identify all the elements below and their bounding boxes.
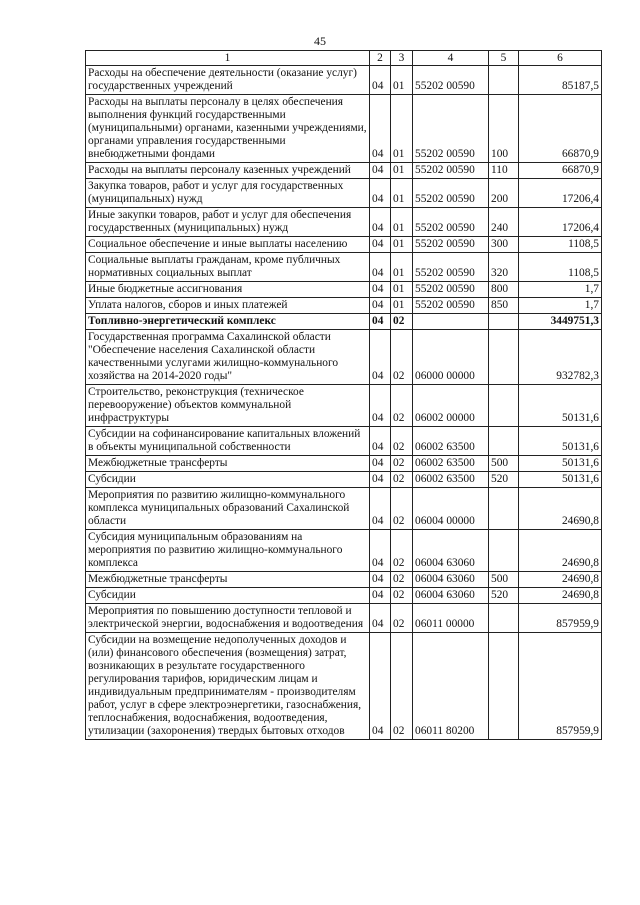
row-amount: 1,7 [519, 282, 602, 298]
row-subsection: 02 [391, 385, 413, 427]
row-expense-type: 500 [489, 572, 519, 588]
table-row [86, 472, 602, 488]
table-header [86, 51, 602, 66]
header-col-5: 5 [489, 51, 519, 66]
row-amount: 24690,8 [519, 488, 602, 530]
row-subsection: 01 [391, 208, 413, 237]
row-section: 04 [370, 298, 391, 314]
row-amount: 1108,5 [519, 237, 602, 253]
row-expense-type [489, 330, 519, 385]
row-amount: 24690,8 [519, 572, 602, 588]
row-target-article: 06002 63500 [413, 472, 489, 488]
row-target-article: 55202 00590 [413, 95, 489, 163]
row-name: Субсидии на возмещение недополученных доходов и (или) финансового обеспечения (возмещения) затрат, возникающих в результате государственного регулирования тарифов, юридическим лицам и индивидуальным предпринимателям - производителям работ, услуг в сфере электроэнергетики, газоснабжения, теплоснабжения, водоснабжения, водоотведения, утилизации (захоронения) твердых бытовых отходов [86, 633, 370, 740]
row-name: Иные закупки товаров, работ и услуг для обеспечения государственных (муниципальных) нужд [86, 208, 370, 237]
row-section: 04 [370, 95, 391, 163]
row-target-article: 55202 00590 [413, 163, 489, 179]
row-subsection: 02 [391, 530, 413, 572]
row-subsection: 02 [391, 588, 413, 604]
table-body [86, 66, 602, 740]
row-section: 04 [370, 633, 391, 740]
row-name: Субсидии [86, 472, 370, 488]
row-name: Межбюджетные трансферты [86, 456, 370, 472]
row-subsection: 01 [391, 163, 413, 179]
row-name: Закупка товаров, работ и услуг для государственных (муниципальных) нужд [86, 179, 370, 208]
row-expense-type [489, 633, 519, 740]
row-section: 04 [370, 427, 391, 456]
row-amount: 17206,4 [519, 179, 602, 208]
row-amount: 66870,9 [519, 163, 602, 179]
row-section: 04 [370, 385, 391, 427]
row-section: 04 [370, 179, 391, 208]
row-amount: 17206,4 [519, 208, 602, 237]
row-name: Расходы на выплаты персоналу казенных учреждений [86, 163, 370, 179]
row-subsection: 01 [391, 66, 413, 95]
row-name: Иные бюджетные ассигнования [86, 282, 370, 298]
row-expense-type: 520 [489, 588, 519, 604]
table-row [86, 530, 602, 572]
row-amount: 50131,6 [519, 456, 602, 472]
row-section: 04 [370, 282, 391, 298]
row-amount: 1,7 [519, 298, 602, 314]
row-name: Субсидии [86, 588, 370, 604]
header-col-6: 6 [519, 51, 602, 66]
header-col-3: 3 [391, 51, 413, 66]
row-target-article: 55202 00590 [413, 282, 489, 298]
row-target-article: 06004 63060 [413, 588, 489, 604]
table-row [86, 253, 602, 282]
table-row [86, 298, 602, 314]
row-amount: 1108,5 [519, 253, 602, 282]
row-subsection: 02 [391, 472, 413, 488]
row-name: Субсидия муниципальным образованиям на мероприятия по развитию жилищно-коммунального комплекса [86, 530, 370, 572]
header-col-4: 4 [413, 51, 489, 66]
row-name: Расходы на обеспечение деятельности (оказание услуг) государственных учреждений [86, 66, 370, 95]
row-name: Мероприятия по повышению доступности тепловой и электрической энергии, водоснабжения и водоотведения [86, 604, 370, 633]
row-target-article: 06002 00000 [413, 385, 489, 427]
table-row [86, 330, 602, 385]
row-amount: 24690,8 [519, 588, 602, 604]
table-row [86, 66, 602, 95]
row-subsection: 01 [391, 237, 413, 253]
row-expense-type: 300 [489, 237, 519, 253]
row-target-article: 55202 00590 [413, 237, 489, 253]
row-expense-type: 500 [489, 456, 519, 472]
row-section: 04 [370, 314, 391, 330]
table-row [86, 427, 602, 456]
row-target-article: 55202 00590 [413, 179, 489, 208]
row-target-article: 06011 00000 [413, 604, 489, 633]
row-section: 04 [370, 604, 391, 633]
row-expense-type: 850 [489, 298, 519, 314]
table-row [86, 282, 602, 298]
row-expense-type [489, 530, 519, 572]
row-subsection: 01 [391, 95, 413, 163]
table-row [86, 604, 602, 633]
row-section: 04 [370, 488, 391, 530]
row-name: Уплата налогов, сборов и иных платежей [86, 298, 370, 314]
row-section: 04 [370, 237, 391, 253]
row-section: 04 [370, 530, 391, 572]
row-subsection: 02 [391, 330, 413, 385]
row-section: 04 [370, 572, 391, 588]
row-subsection: 02 [391, 314, 413, 330]
row-subsection: 02 [391, 633, 413, 740]
table-row [86, 588, 602, 604]
row-amount: 50131,6 [519, 472, 602, 488]
row-expense-type [489, 314, 519, 330]
row-subsection: 02 [391, 488, 413, 530]
row-section: 04 [370, 456, 391, 472]
row-section: 04 [370, 208, 391, 237]
row-subsection: 02 [391, 572, 413, 588]
row-subsection: 01 [391, 253, 413, 282]
header-row [86, 51, 602, 66]
row-name: Мероприятия по развитию жилищно-коммунального комплекса муниципальных образований Сахалинской области [86, 488, 370, 530]
row-target-article: 55202 00590 [413, 253, 489, 282]
row-target-article: 06004 00000 [413, 488, 489, 530]
row-target-article: 55202 00590 [413, 298, 489, 314]
row-amount: 857959,9 [519, 604, 602, 633]
row-name: Расходы на выплаты персоналу в целях обеспечения выполнения функций государственными (муниципальными) органами, казенными учреждениями, органами управления государственными внебюджетными фондами [86, 95, 370, 163]
table-row [86, 163, 602, 179]
row-expense-type [489, 488, 519, 530]
row-subsection: 02 [391, 604, 413, 633]
row-target-article: 06011 80200 [413, 633, 489, 740]
row-section: 04 [370, 472, 391, 488]
row-name: Строительство, реконструкция (техническое перевооружение) объектов коммунальной инфраструктуры [86, 385, 370, 427]
header-col-2: 2 [370, 51, 391, 66]
row-expense-type [489, 427, 519, 456]
row-amount: 50131,6 [519, 385, 602, 427]
row-section: 04 [370, 588, 391, 604]
row-target-article: 06000 00000 [413, 330, 489, 385]
table-row [86, 633, 602, 740]
row-expense-type: 240 [489, 208, 519, 237]
row-name: Топливно-энергетический комплекс [86, 314, 370, 330]
row-target-article: 06004 63060 [413, 572, 489, 588]
row-section: 04 [370, 330, 391, 385]
row-expense-type [489, 66, 519, 95]
row-subsection: 02 [391, 456, 413, 472]
row-expense-type: 200 [489, 179, 519, 208]
row-expense-type [489, 604, 519, 633]
table-row [86, 95, 602, 163]
table-row [86, 314, 602, 330]
table-row [86, 572, 602, 588]
row-name: Социальное обеспечение и иные выплаты населению [86, 237, 370, 253]
row-expense-type: 110 [489, 163, 519, 179]
row-amount: 66870,9 [519, 95, 602, 163]
row-section: 04 [370, 163, 391, 179]
row-target-article: 06004 63060 [413, 530, 489, 572]
row-target-article: 55202 00590 [413, 208, 489, 237]
row-section: 04 [370, 253, 391, 282]
header-col-1: 1 [86, 51, 370, 66]
row-expense-type: 100 [489, 95, 519, 163]
row-section: 04 [370, 66, 391, 95]
row-amount: 50131,6 [519, 427, 602, 456]
row-expense-type: 320 [489, 253, 519, 282]
table-row [86, 456, 602, 472]
row-target-article: 06002 63500 [413, 456, 489, 472]
table-row [86, 385, 602, 427]
table-row [86, 488, 602, 530]
row-amount: 932782,3 [519, 330, 602, 385]
row-name: Социальные выплаты гражданам, кроме публичных нормативных социальных выплат [86, 253, 370, 282]
table-row [86, 179, 602, 208]
row-target-article: 55202 00590 [413, 66, 489, 95]
row-expense-type: 520 [489, 472, 519, 488]
page-number: 45 [314, 34, 326, 48]
row-target-article [413, 314, 489, 330]
table-row [86, 237, 602, 253]
row-expense-type [489, 385, 519, 427]
row-subsection: 01 [391, 282, 413, 298]
row-subsection: 02 [391, 427, 413, 456]
row-name: Межбюджетные трансферты [86, 572, 370, 588]
row-amount: 24690,8 [519, 530, 602, 572]
table-row [86, 208, 602, 237]
budget-table [85, 50, 602, 740]
row-subsection: 01 [391, 179, 413, 208]
row-amount: 857959,9 [519, 633, 602, 740]
row-amount: 3449751,3 [519, 314, 602, 330]
row-subsection: 01 [391, 298, 413, 314]
row-amount: 85187,5 [519, 66, 602, 95]
row-name: Государственная программа Сахалинской области "Обеспечение населения Сахалинской области качественными услугами жилищно-коммунального хозяйства на 2014-2020 годы" [86, 330, 370, 385]
row-name: Субсидии на софинансирование капитальных вложений в объекты муниципальной собственности [86, 427, 370, 456]
row-target-article: 06002 63500 [413, 427, 489, 456]
row-expense-type: 800 [489, 282, 519, 298]
